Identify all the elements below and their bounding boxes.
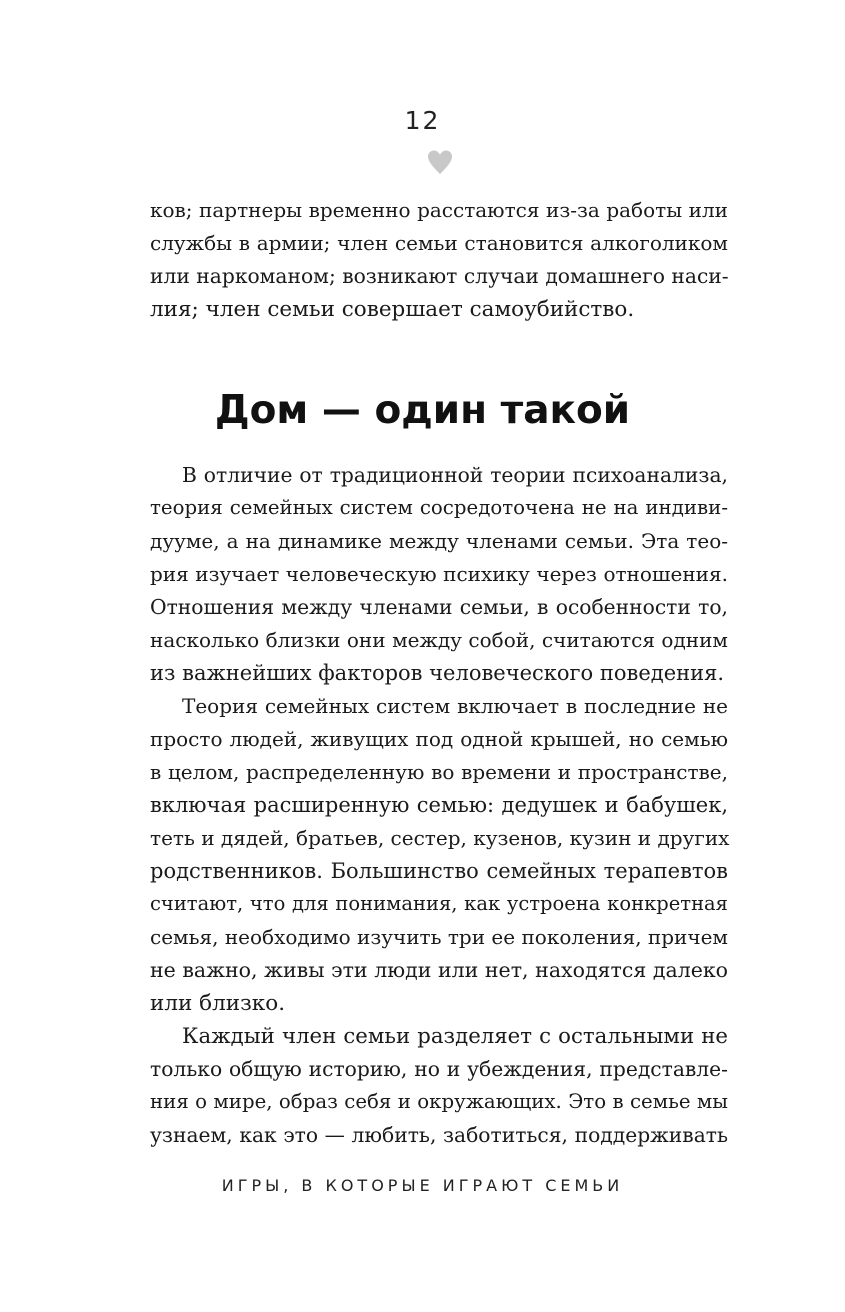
text-line: насколько близки они между собой, считаются одним bbox=[150, 628, 728, 652]
text-line: узнаем, как это — любить, заботиться, поддерживать bbox=[150, 1123, 728, 1147]
text-line: не важно, живы эти люди или нет, находятся далеко bbox=[150, 958, 728, 982]
text-line: в целом, распределенную во времени и пространстве, bbox=[150, 760, 728, 784]
text-line: лия; член семьи совершает самоубийство. bbox=[150, 297, 635, 322]
text-line: рия изучает человеческую психику через отношения. bbox=[150, 562, 728, 586]
text-line: теть и дядей, братьев, сестер, кузенов, кузин и других bbox=[150, 826, 730, 850]
text-line: или близко. bbox=[150, 991, 286, 1016]
text-line: теория семейных систем сосредоточена не на индиви- bbox=[150, 496, 728, 519]
text-line: службы в армии; член семьи становится алкоголиком bbox=[150, 231, 728, 255]
text-line: считают, что для понимания, как устроена конкретная bbox=[150, 892, 728, 915]
text-line: или наркоманом; возникают случаи домашнего наси- bbox=[150, 264, 729, 288]
section-heading: Дом — один такой bbox=[214, 388, 631, 433]
heart-icon bbox=[426, 148, 454, 176]
text-line: дууме, а на динамике между членами семьи. Эта тео- bbox=[150, 529, 728, 553]
text-line: Каждый член семьи разделяет с остальными не bbox=[182, 1024, 728, 1049]
text-line: из важнейших факторов человеческого поведения. bbox=[150, 661, 725, 685]
text-line: родственников. Большинство семейных терапевтов bbox=[150, 859, 728, 883]
text-line: просто людей, живущих под одной крышей, но семью bbox=[150, 727, 728, 751]
text-line: ков; партнеры временно расстаются из-за работы или bbox=[150, 198, 728, 222]
running-title: ИГРЫ, В КОТОРЫЕ ИГРАЮТ СЕМЬИ bbox=[221, 1176, 624, 1195]
text-line: семья, необходимо изучить три ее поколения, причем bbox=[150, 925, 728, 949]
page-number: 12 bbox=[404, 106, 441, 135]
text-line: Отношения между членами семьи, в особенности то, bbox=[150, 595, 728, 619]
text-line: ния о мире, образ себя и окружающих. Это в семье мы bbox=[150, 1090, 728, 1113]
text-line: включая расширенную семью: дедушек и бабушек, bbox=[150, 793, 728, 817]
text-line: В отличие от традиционной теории психоанализа, bbox=[182, 463, 728, 487]
text-line: Теория семейных систем включает в последние не bbox=[182, 694, 728, 718]
text-line: только общую историю, но и убеждения, представле- bbox=[150, 1057, 728, 1081]
